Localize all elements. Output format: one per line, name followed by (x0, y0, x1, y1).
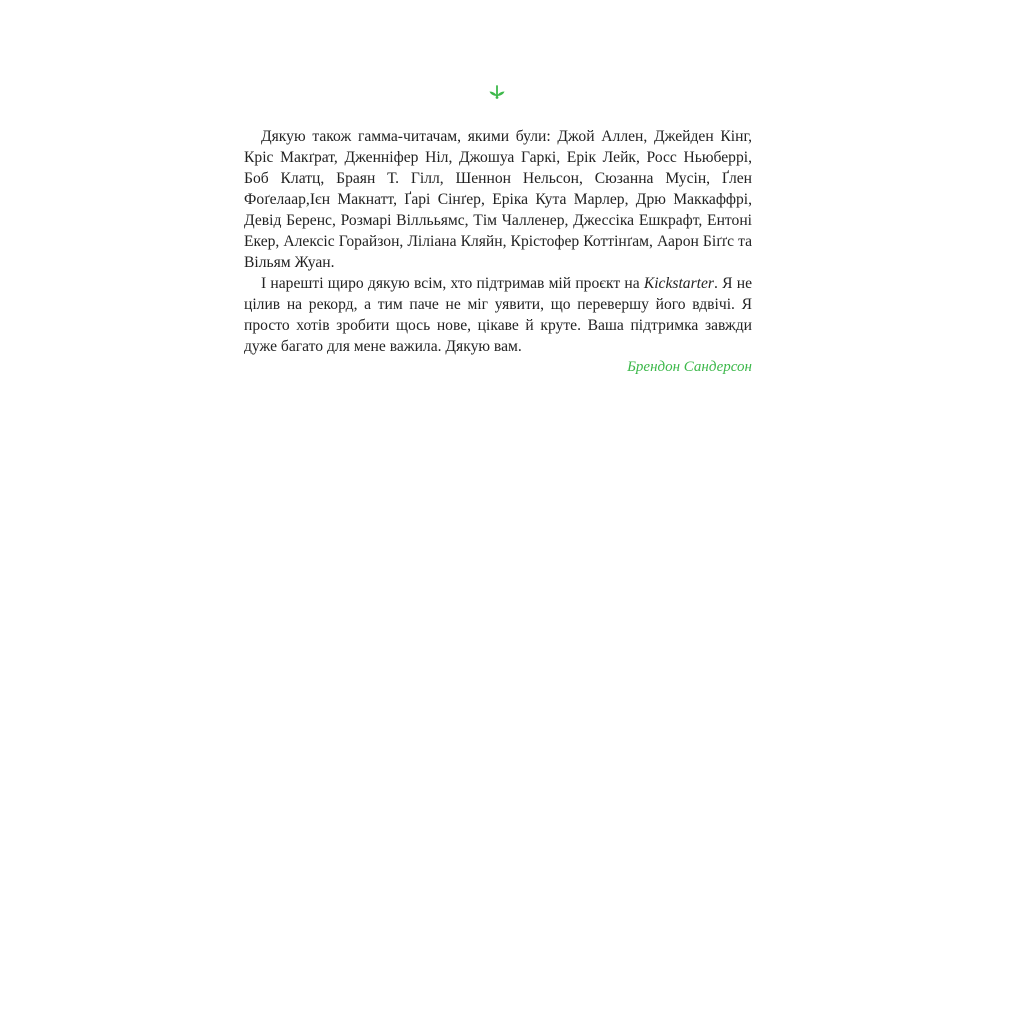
paragraph-kickstarter-end: . Я не цілив на рекорд, а тим паче не міг уявити, що перевершу його вдвічі. Я просто хотів зробити щось нове, цікаве й круте. Ваша підтримка завжди дуже багато для мене важила. Дякую вам. (244, 275, 752, 355)
paragraph-kickstarter (244, 273, 752, 357)
kickstarter-italic: Kickstarter (643, 275, 714, 292)
sprout-icon (486, 80, 508, 102)
acknowledgements-text (244, 126, 752, 378)
paragraph-gamma-readers: Дякую також гамма-читачам, якими були: Джой Аллен, Джейден Кінг, Кріс Макґрат, Дженніфер Ніл, Джошуа Гаркі, Ерік Лейк, Росс Ньюберрі, Боб Клатц, Браян Т. Гілл, Шеннон Нельсон, Сюзанна Мусін, Ґлен Фоґелаар,Ієн Макнатт, Ґарі Сінґер, Еріка Кута Марлер, Дрю Маккаффрі, Девід Беренс, Розмарі Віллььямс, Тім Чалленер, Джессіка Ешкрафт, Ентоні Екер, Алексіс Горайзон, Ліліана Кляйн, Крістофер Коттінґам, Аарон Біґґс та Вільям Жуан. (244, 128, 752, 271)
author-signature: Брендон Сандерсон (627, 359, 752, 375)
paragraph-kickstarter-start: І нарешті щиро дякую всім, хто підтримав мій проєкт на (261, 275, 644, 292)
